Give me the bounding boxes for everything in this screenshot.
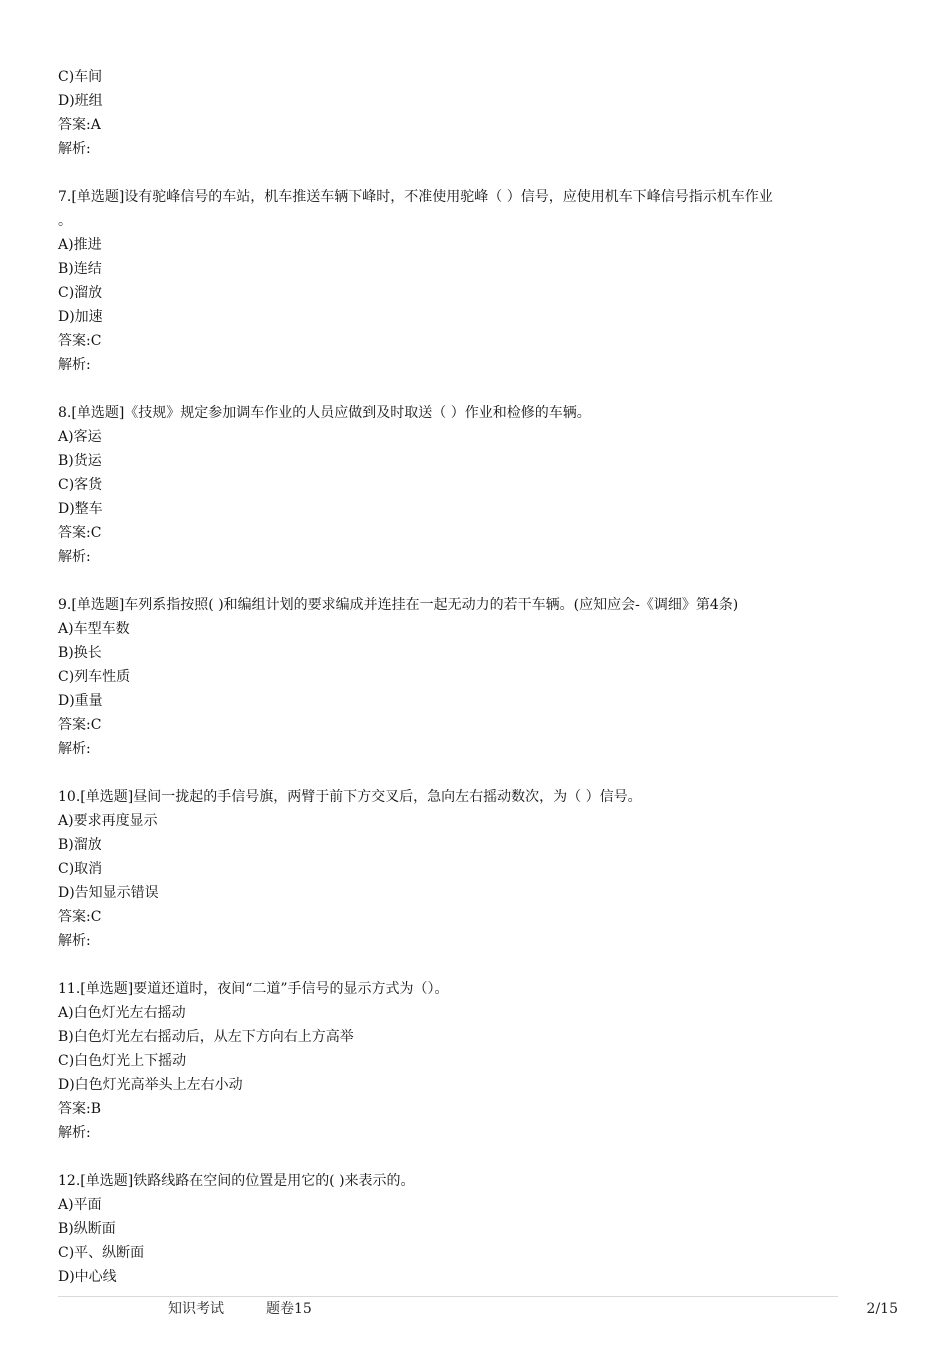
option: C)白色灯光上下摇动	[58, 1053, 187, 1069]
option: A)车型车数	[58, 621, 130, 637]
option: D)中心线	[58, 1269, 117, 1285]
question-stem: 12.[单选题]铁路线路在空间的位置是用它的( )来表示的。	[58, 1173, 415, 1189]
option: D)白色灯光高举头上左右小动	[58, 1077, 243, 1093]
question-stem: 10.[单选题]昼间一拢起的手信号旗，两臂于前下方交叉后，急向左右摇动数次，为（ ）信号。	[58, 789, 642, 805]
option: C)车间	[58, 69, 103, 85]
analysis: 解析:	[58, 357, 91, 373]
answer: 答案:A	[58, 117, 101, 133]
option: B)换长	[58, 645, 102, 661]
option: A)白色灯光左右摇动	[58, 1005, 186, 1021]
question-7	[58, 185, 898, 377]
analysis: 解析:	[58, 933, 91, 949]
answer: 答案:C	[58, 333, 102, 349]
question-11	[58, 977, 898, 1145]
option: C)平、纵断面	[58, 1245, 145, 1261]
question-9	[58, 593, 898, 761]
option: C)取消	[58, 861, 103, 877]
option: B)白色灯光左右摇动后，从左下方向右上方高举	[58, 1029, 354, 1045]
analysis: 解析:	[58, 141, 91, 157]
footer-paper-name: 题卷15	[266, 1301, 312, 1317]
exam-content	[58, 65, 898, 1289]
option: A)要求再度显示	[58, 813, 158, 829]
question-stem: 11.[单选题]要道还道时，夜间“二道”手信号的显示方式为（）。	[58, 981, 449, 997]
option: B)连结	[58, 261, 102, 277]
question-stem: 7.[单选题]设有驼峰信号的车站，机车推送车辆下峰时，不准使用驼峰（ ）信号，应使用机车下峰信号指示机车作业	[58, 189, 773, 205]
previous-question-tail	[58, 65, 898, 161]
footer-exam-title: 知识考试	[168, 1301, 224, 1317]
option: C)列车性质	[58, 669, 131, 685]
option: C)客货	[58, 477, 103, 493]
answer: 答案:B	[58, 1101, 102, 1117]
answer: 答案:C	[58, 909, 102, 925]
analysis: 解析:	[58, 549, 91, 565]
option: A)客运	[58, 429, 102, 445]
option: D)班组	[58, 93, 103, 109]
question-stem-continuation: 。	[58, 213, 72, 229]
question-10	[58, 785, 898, 953]
answer: 答案:C	[58, 717, 102, 733]
question-8	[58, 401, 898, 569]
option: A)平面	[58, 1197, 102, 1213]
question-stem: 8.[单选题]《技规》规定参加调车作业的人员应做到及时取送（ ）作业和检修的车辆。	[58, 405, 591, 421]
footer-divider	[58, 1296, 838, 1297]
option: B)纵断面	[58, 1221, 116, 1237]
option: B)货运	[58, 453, 102, 469]
option: D)重量	[58, 693, 103, 709]
option: C)溜放	[58, 285, 103, 301]
option: D)整车	[58, 501, 103, 517]
answer: 答案:C	[58, 525, 102, 541]
question-12	[58, 1169, 898, 1289]
option: D)告知显示错误	[58, 885, 159, 901]
option: D)加速	[58, 309, 103, 325]
analysis: 解析:	[58, 741, 91, 757]
option: B)溜放	[58, 837, 102, 853]
question-stem: 9.[单选题]车列系指按照( )和编组计划的要求编成并连挂在一起无动力的若干车辆。(应知应会-《调细》第4条)	[58, 597, 739, 613]
page-number: 2/15	[866, 1301, 898, 1317]
analysis: 解析:	[58, 1125, 91, 1141]
option: A)推进	[58, 237, 102, 253]
